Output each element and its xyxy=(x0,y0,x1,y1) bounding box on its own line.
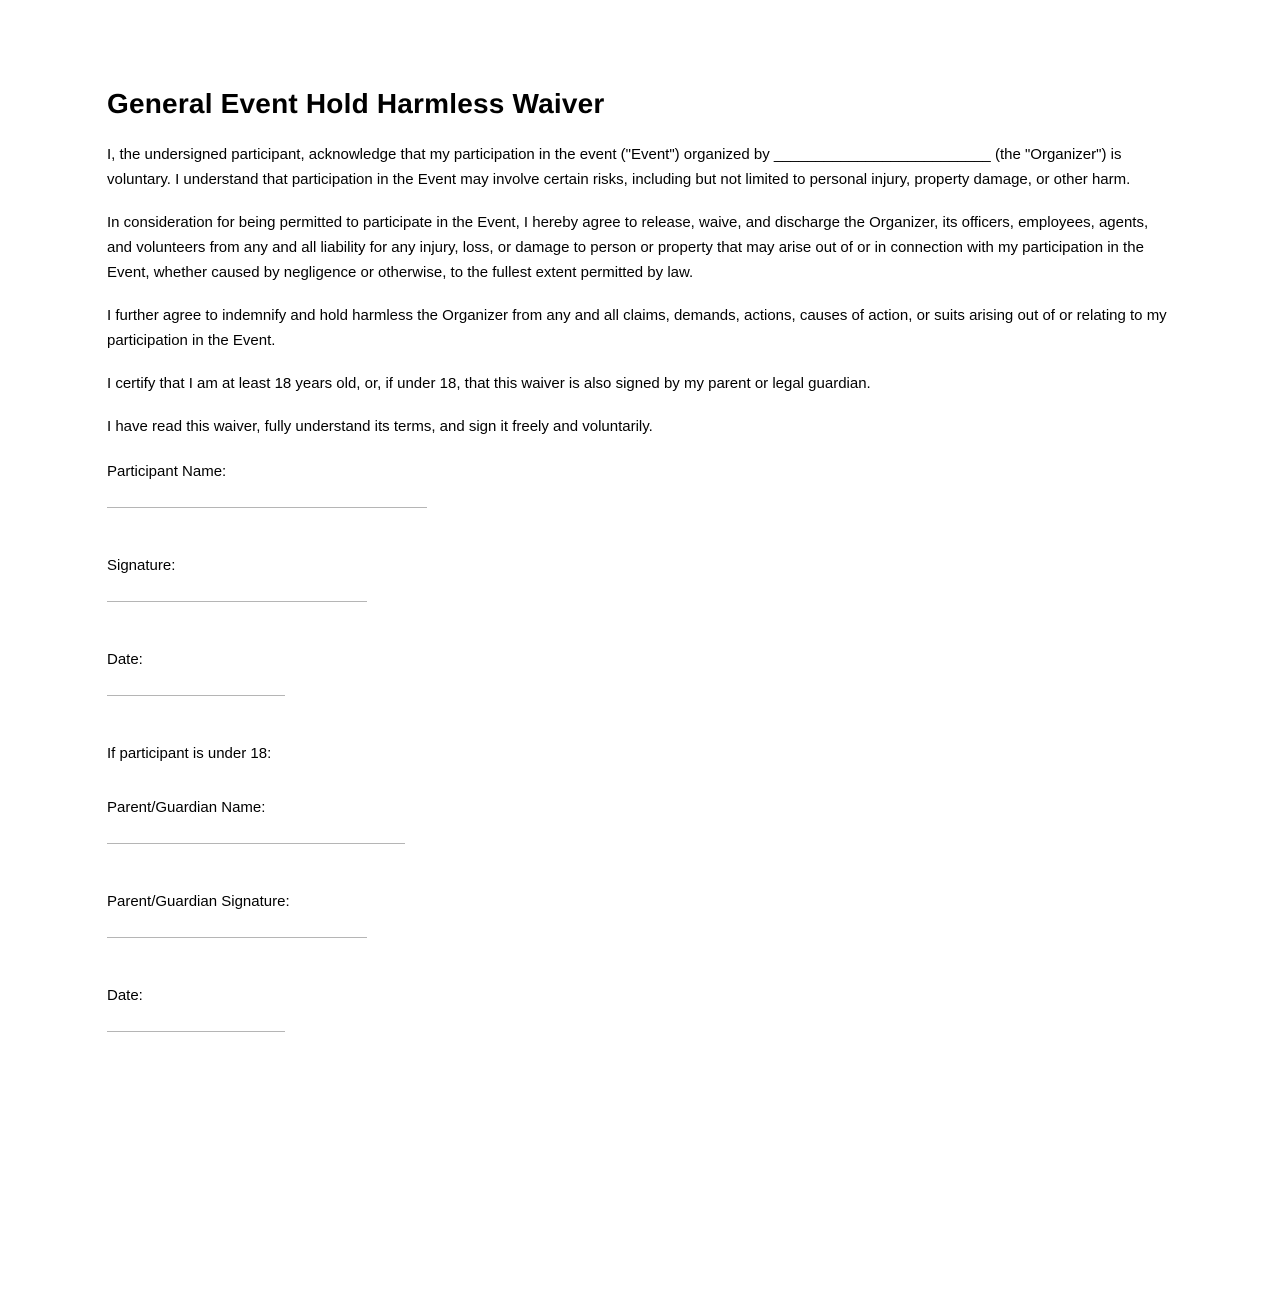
organizer-name-blank[interactable]: __________________________ xyxy=(773,146,991,163)
page-title: General Event Hold Harmless Waiver xyxy=(107,88,605,119)
indemnify-paragraph: I further agree to indemnify and hold harmless the Organizer from any and all claims, demands, actions, causes of action, or suits arising out of or relating to my participation in the Event. xyxy=(107,307,1167,349)
signature-line[interactable] xyxy=(107,601,367,602)
age-certification-paragraph: I certify that I am at least 18 years old, or, if under 18, that this waiver is also signed by my parent or legal guardian. xyxy=(107,375,871,392)
signature-form xyxy=(107,459,1169,1032)
field-parent-guardian-signature xyxy=(107,889,1169,938)
participant-name-line[interactable] xyxy=(107,507,427,508)
intro-text-pre: I, the undersigned participant, acknowledge that my participation in the event ("Event") organized by xyxy=(107,146,774,163)
field-date xyxy=(107,647,1169,696)
field-parent-guardian-name xyxy=(107,795,1169,844)
field-participant-name xyxy=(107,459,1169,508)
parent-guardian-name-label: Parent/Guardian Name: xyxy=(107,799,266,816)
field-signature xyxy=(107,553,1169,602)
field-parent-guardian-date xyxy=(107,983,1169,1032)
participant-name-label: Participant Name: xyxy=(107,463,227,480)
acknowledgement-paragraph: I have read this waiver, fully understand its terms, and sign it freely and voluntarily. xyxy=(107,418,653,435)
parent-guardian-date-line[interactable] xyxy=(107,1031,285,1032)
under-18-note: If participant is under 18: xyxy=(107,745,272,762)
signature-label: Signature: xyxy=(107,557,176,574)
parent-guardian-date-label: Date: xyxy=(107,987,143,1004)
date-line[interactable] xyxy=(107,695,285,696)
parent-guardian-signature-line[interactable] xyxy=(107,937,367,938)
intro-text-post: (the "Organizer") is voluntary. I understand that participation in the Event may involve certain risks, including but not limited to personal injury, property damage, or other harm. xyxy=(107,146,1131,188)
intro-paragraph xyxy=(107,142,1169,192)
parent-guardian-name-line[interactable] xyxy=(107,843,405,844)
date-label: Date: xyxy=(107,651,143,668)
release-paragraph: In consideration for being permitted to participate in the Event, I hereby agree to release, waive, and discharge the Organizer, its officers, employees, agents, and volunteers from any and all liability for any injury, loss, or damage to person or property that may arise out of or in connection with my participation in the Event, whether caused by negligence or otherwise, to the fullest extent permitted by law. xyxy=(107,214,1149,281)
parent-guardian-signature-label: Parent/Guardian Signature: xyxy=(107,893,290,910)
